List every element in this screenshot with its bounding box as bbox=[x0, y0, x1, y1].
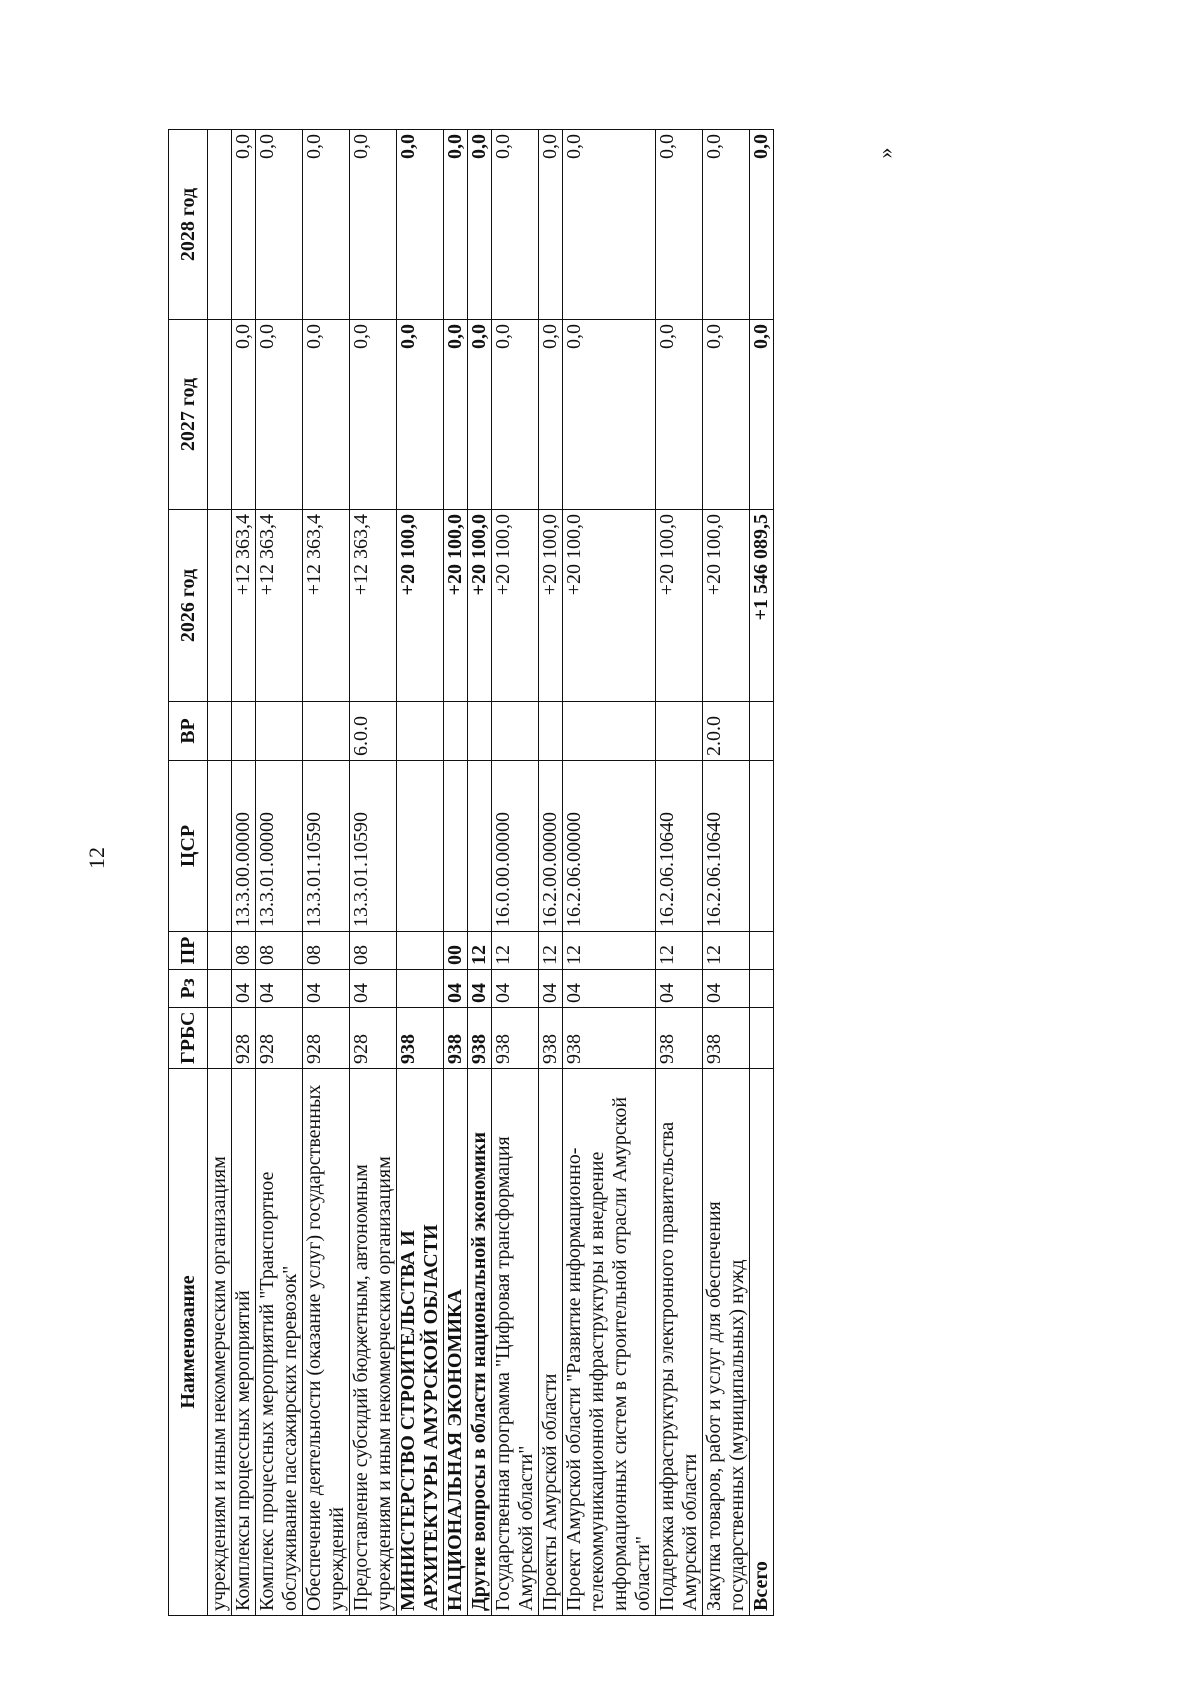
cell-2028: 0,0 bbox=[232, 130, 256, 320]
table-row bbox=[350, 130, 397, 1616]
cell-name: Предоставление субсидий бюджетным, автономным учреждениям и иным некоммерческим организациям bbox=[350, 1069, 397, 1616]
header-rz: Рз bbox=[169, 970, 208, 1008]
cell-grbs: 938 bbox=[492, 1008, 539, 1069]
cell-pr: 08 bbox=[232, 932, 256, 970]
cell-vr bbox=[444, 702, 468, 761]
cell-pr bbox=[208, 932, 232, 970]
cell-pr: 12 bbox=[539, 932, 563, 970]
cell-rz: 04 bbox=[468, 970, 492, 1008]
cell-name: Государственная программа "Цифровая трансформация Амурской области" bbox=[492, 1069, 539, 1616]
cell-grbs: 938 bbox=[539, 1008, 563, 1069]
cell-pr: 12 bbox=[563, 932, 656, 970]
cell-name: Обеспечение деятельности (оказание услуг) государственных учреждений bbox=[303, 1069, 350, 1616]
cell-vr bbox=[492, 702, 539, 761]
cell-rz bbox=[208, 970, 232, 1008]
cell-2028: 0,0 bbox=[397, 130, 444, 320]
cell-vr bbox=[397, 702, 444, 761]
cell-pr: 08 bbox=[256, 932, 303, 970]
cell-vr bbox=[256, 702, 303, 761]
table-row bbox=[303, 130, 350, 1616]
cell-2027: 0,0 bbox=[468, 320, 492, 510]
cell-pr: 08 bbox=[350, 932, 397, 970]
cell-name: Поддержка инфраструктуры электронного правительства Амурской области bbox=[656, 1069, 703, 1616]
cell-2027: 0,0 bbox=[750, 320, 774, 510]
cell-rz: 04 bbox=[703, 970, 750, 1008]
table-body bbox=[208, 130, 774, 1616]
header-vr: ВР bbox=[169, 702, 208, 761]
cell-2028: 0,0 bbox=[563, 130, 656, 320]
cell-name: Всего bbox=[750, 1069, 774, 1616]
cell-2027: 0,0 bbox=[539, 320, 563, 510]
cell-2027: 0,0 bbox=[256, 320, 303, 510]
table-row bbox=[208, 130, 232, 1616]
cell-grbs: 938 bbox=[563, 1008, 656, 1069]
cell-rz: 04 bbox=[303, 970, 350, 1008]
cell-2028: 0,0 bbox=[539, 130, 563, 320]
cell-name: учреждениям и иным некоммерческим организациям bbox=[208, 1069, 232, 1616]
cell-name: Комплекс процессных мероприятий "Транспортное обслуживание пассажирских перевозок" bbox=[256, 1069, 303, 1616]
table-row bbox=[656, 130, 703, 1616]
table-row bbox=[539, 130, 563, 1616]
header-pr: ПР bbox=[169, 932, 208, 970]
cell-pr: 12 bbox=[656, 932, 703, 970]
cell-vr: 6.0.0 bbox=[350, 702, 397, 761]
cell-2026: +20 100,0 bbox=[397, 510, 444, 702]
cell-pr: 08 bbox=[303, 932, 350, 970]
table-header-row bbox=[169, 130, 208, 1616]
table-row bbox=[444, 130, 468, 1616]
cell-2028: 0,0 bbox=[492, 130, 539, 320]
header-2026: 2026 год bbox=[169, 510, 208, 702]
cell-csr: 16.2.00.00000 bbox=[539, 761, 563, 932]
header-grbs: ГРБС bbox=[169, 1008, 208, 1069]
cell-rz: 04 bbox=[350, 970, 397, 1008]
cell-csr bbox=[750, 761, 774, 932]
cell-2026: +12 363,4 bbox=[256, 510, 303, 702]
cell-rz: 04 bbox=[256, 970, 303, 1008]
cell-2027: 0,0 bbox=[303, 320, 350, 510]
cell-vr bbox=[539, 702, 563, 761]
cell-name: МИНИСТЕРСТВО СТРОИТЕЛЬСТВА И АРХИТЕКТУРЫ АМУРСКОЙ ОБЛАСТИ bbox=[397, 1069, 444, 1616]
cell-grbs: 938 bbox=[444, 1008, 468, 1069]
cell-2028: 0,0 bbox=[350, 130, 397, 320]
cell-pr: 12 bbox=[492, 932, 539, 970]
cell-2027: 0,0 bbox=[492, 320, 539, 510]
cell-csr bbox=[397, 761, 444, 932]
cell-pr bbox=[750, 932, 774, 970]
cell-2026: +20 100,0 bbox=[563, 510, 656, 702]
cell-grbs: 928 bbox=[256, 1008, 303, 1069]
cell-2028: 0,0 bbox=[656, 130, 703, 320]
cell-name: Закупка товаров, работ и услуг для обеспечения государственных (муниципальных) нужд bbox=[703, 1069, 750, 1616]
cell-csr: 16.2.06.10640 bbox=[703, 761, 750, 932]
header-csr: ЦСР bbox=[169, 761, 208, 932]
cell-csr: 16.2.06.00000 bbox=[563, 761, 656, 932]
rotated-table-container bbox=[168, 130, 1180, 1616]
cell-csr: 13.3.01.00000 bbox=[256, 761, 303, 932]
cell-rz bbox=[397, 970, 444, 1008]
cell-csr: 16.2.06.10640 bbox=[656, 761, 703, 932]
cell-2026: +20 100,0 bbox=[444, 510, 468, 702]
cell-grbs: 938 bbox=[468, 1008, 492, 1069]
cell-csr: 16.0.00.00000 bbox=[492, 761, 539, 932]
table-row bbox=[232, 130, 256, 1616]
cell-pr: 12 bbox=[703, 932, 750, 970]
cell-2027: 0,0 bbox=[563, 320, 656, 510]
table-row bbox=[563, 130, 656, 1616]
cell-rz: 04 bbox=[444, 970, 468, 1008]
cell-rz: 04 bbox=[656, 970, 703, 1008]
cell-grbs: 928 bbox=[303, 1008, 350, 1069]
cell-2026: +12 363,4 bbox=[232, 510, 256, 702]
cell-2028: 0,0 bbox=[750, 130, 774, 320]
cell-name: НАЦИОНАЛЬНАЯ ЭКОНОМИКА bbox=[444, 1069, 468, 1616]
header-2028: 2028 год bbox=[169, 130, 208, 320]
cell-grbs: 938 bbox=[397, 1008, 444, 1069]
table-row bbox=[468, 130, 492, 1616]
cell-grbs: 928 bbox=[350, 1008, 397, 1069]
cell-2026: +20 100,0 bbox=[468, 510, 492, 702]
cell-rz: 04 bbox=[539, 970, 563, 1008]
cell-csr bbox=[444, 761, 468, 932]
cell-csr bbox=[468, 761, 492, 932]
cell-csr: 13.3.01.10590 bbox=[350, 761, 397, 932]
closing-quote-mark: » bbox=[872, 147, 898, 159]
cell-2028: 0,0 bbox=[303, 130, 350, 320]
cell-2027: 0,0 bbox=[232, 320, 256, 510]
header-2027: 2027 год bbox=[169, 320, 208, 510]
cell-pr: 00 bbox=[444, 932, 468, 970]
table-row bbox=[492, 130, 539, 1616]
cell-csr: 13.3.00.00000 bbox=[232, 761, 256, 932]
table-row bbox=[256, 130, 303, 1616]
cell-csr: 13.3.01.10590 bbox=[303, 761, 350, 932]
cell-vr bbox=[208, 702, 232, 761]
cell-2026: +20 100,0 bbox=[539, 510, 563, 702]
cell-csr bbox=[208, 761, 232, 932]
cell-vr: 2.0.0 bbox=[703, 702, 750, 761]
cell-vr bbox=[563, 702, 656, 761]
cell-name: Комплексы процессных мероприятий bbox=[232, 1069, 256, 1616]
cell-2026: +20 100,0 bbox=[703, 510, 750, 702]
cell-2028: 0,0 bbox=[444, 130, 468, 320]
cell-name: Проект Амурской области "Развитие информационно-телекоммуникационной инфраструктуры и внедрение информационных систем в строительной отрасли Амурской области" bbox=[563, 1069, 656, 1616]
cell-2026 bbox=[208, 510, 232, 702]
cell-2026: +20 100,0 bbox=[656, 510, 703, 702]
cell-vr bbox=[232, 702, 256, 761]
table-row bbox=[397, 130, 444, 1616]
cell-2026: +12 363,4 bbox=[303, 510, 350, 702]
cell-2026: +12 363,4 bbox=[350, 510, 397, 702]
cell-2026: +20 100,0 bbox=[492, 510, 539, 702]
page-number: 12 bbox=[84, 847, 109, 869]
table-row bbox=[750, 130, 774, 1616]
cell-rz: 04 bbox=[232, 970, 256, 1008]
cell-grbs: 928 bbox=[232, 1008, 256, 1069]
cell-2028: 0,0 bbox=[256, 130, 303, 320]
cell-name: Проекты Амурской области bbox=[539, 1069, 563, 1616]
cell-2026: +1 546 089,5 bbox=[750, 510, 774, 702]
cell-grbs bbox=[750, 1008, 774, 1069]
cell-2028: 0,0 bbox=[703, 130, 750, 320]
cell-grbs: 938 bbox=[703, 1008, 750, 1069]
cell-2027: 0,0 bbox=[703, 320, 750, 510]
cell-vr bbox=[468, 702, 492, 761]
cell-vr bbox=[303, 702, 350, 761]
cell-rz bbox=[750, 970, 774, 1008]
cell-pr: 12 bbox=[468, 932, 492, 970]
cell-grbs bbox=[208, 1008, 232, 1069]
cell-2027: 0,0 bbox=[397, 320, 444, 510]
header-name: Наименование bbox=[169, 1069, 208, 1616]
cell-vr bbox=[750, 702, 774, 761]
cell-rz: 04 bbox=[563, 970, 656, 1008]
table-row bbox=[703, 130, 750, 1616]
cell-rz: 04 bbox=[492, 970, 539, 1008]
cell-2028 bbox=[208, 130, 232, 320]
budget-table bbox=[168, 129, 774, 1616]
cell-grbs: 938 bbox=[656, 1008, 703, 1069]
cell-2028: 0,0 bbox=[468, 130, 492, 320]
cell-pr bbox=[397, 932, 444, 970]
cell-2027 bbox=[208, 320, 232, 510]
cell-name: Другие вопросы в области национальной экономики bbox=[468, 1069, 492, 1616]
cell-vr bbox=[656, 702, 703, 761]
cell-2027: 0,0 bbox=[350, 320, 397, 510]
cell-2027: 0,0 bbox=[656, 320, 703, 510]
cell-2027: 0,0 bbox=[444, 320, 468, 510]
